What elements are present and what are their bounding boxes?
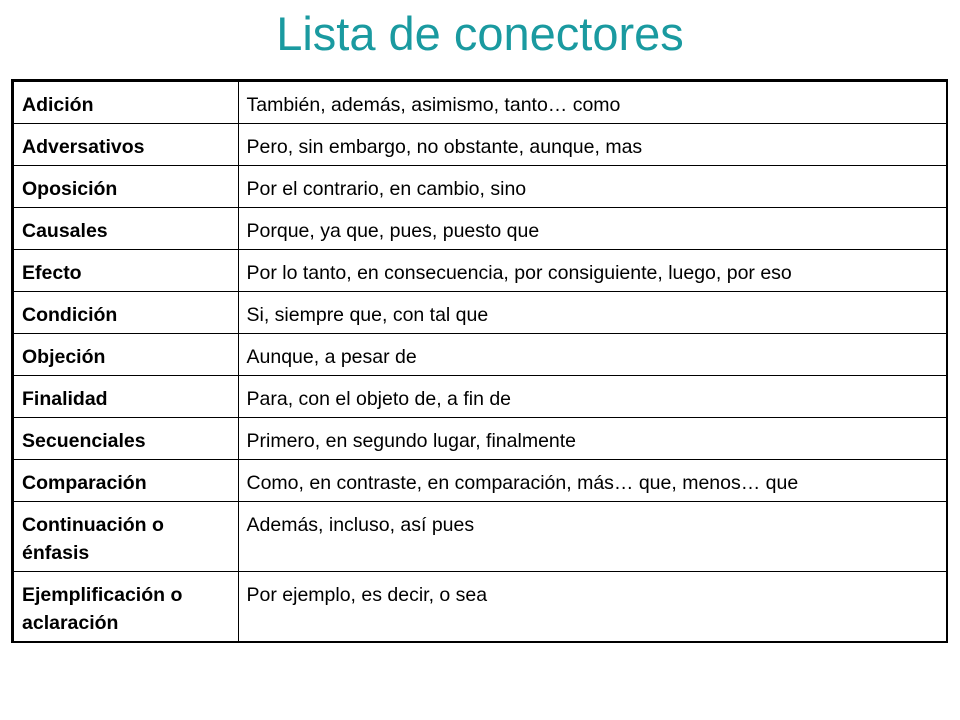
table-row: [14, 460, 946, 502]
category-cell: Finalidad: [14, 376, 238, 418]
table-row: [14, 250, 946, 292]
examples-cell: Como, en contraste, en comparación, más… que, menos… que: [238, 460, 946, 502]
examples-cell: Para, con el objeto de, a fin de: [238, 376, 946, 418]
examples-cell: Por ejemplo, es decir, o sea: [238, 572, 946, 642]
connectors-table: [11, 79, 948, 643]
table-row: [14, 292, 946, 334]
table-row: [14, 166, 946, 208]
category-cell: Objeción: [14, 334, 238, 376]
examples-cell: Por lo tanto, en consecuencia, por consiguiente, luego, por eso: [238, 250, 946, 292]
examples-cell: Si, siempre que, con tal que: [238, 292, 946, 334]
examples-cell: Porque, ya que, pues, puesto que: [238, 208, 946, 250]
examples-cell: Pero, sin embargo, no obstante, aunque, mas: [238, 124, 946, 166]
category-cell: Causales: [14, 208, 238, 250]
page-title: Lista de conectores: [276, 7, 684, 60]
examples-cell: También, además, asimismo, tanto… como: [238, 82, 946, 124]
category-cell: Comparación: [14, 460, 238, 502]
table-row: [14, 502, 946, 572]
table-row: [14, 82, 946, 124]
table-row: [14, 334, 946, 376]
category-cell: Continuación o énfasis: [14, 502, 238, 572]
table-row: [14, 124, 946, 166]
table-row: [14, 572, 946, 642]
table-row: [14, 418, 946, 460]
category-cell: Secuenciales: [14, 418, 238, 460]
table-row: [14, 376, 946, 418]
category-cell: Adición: [14, 82, 238, 124]
category-cell: Oposición: [14, 166, 238, 208]
examples-cell: Por el contrario, en cambio, sino: [238, 166, 946, 208]
table-row: [14, 208, 946, 250]
examples-cell: Aunque, a pesar de: [238, 334, 946, 376]
category-cell: Adversativos: [14, 124, 238, 166]
examples-cell: Además, incluso, así pues: [238, 502, 946, 572]
category-cell: Efecto: [14, 250, 238, 292]
category-cell: Condición: [14, 292, 238, 334]
examples-cell: Primero, en segundo lugar, finalmente: [238, 418, 946, 460]
category-cell: Ejemplificación o aclaración: [14, 572, 238, 642]
